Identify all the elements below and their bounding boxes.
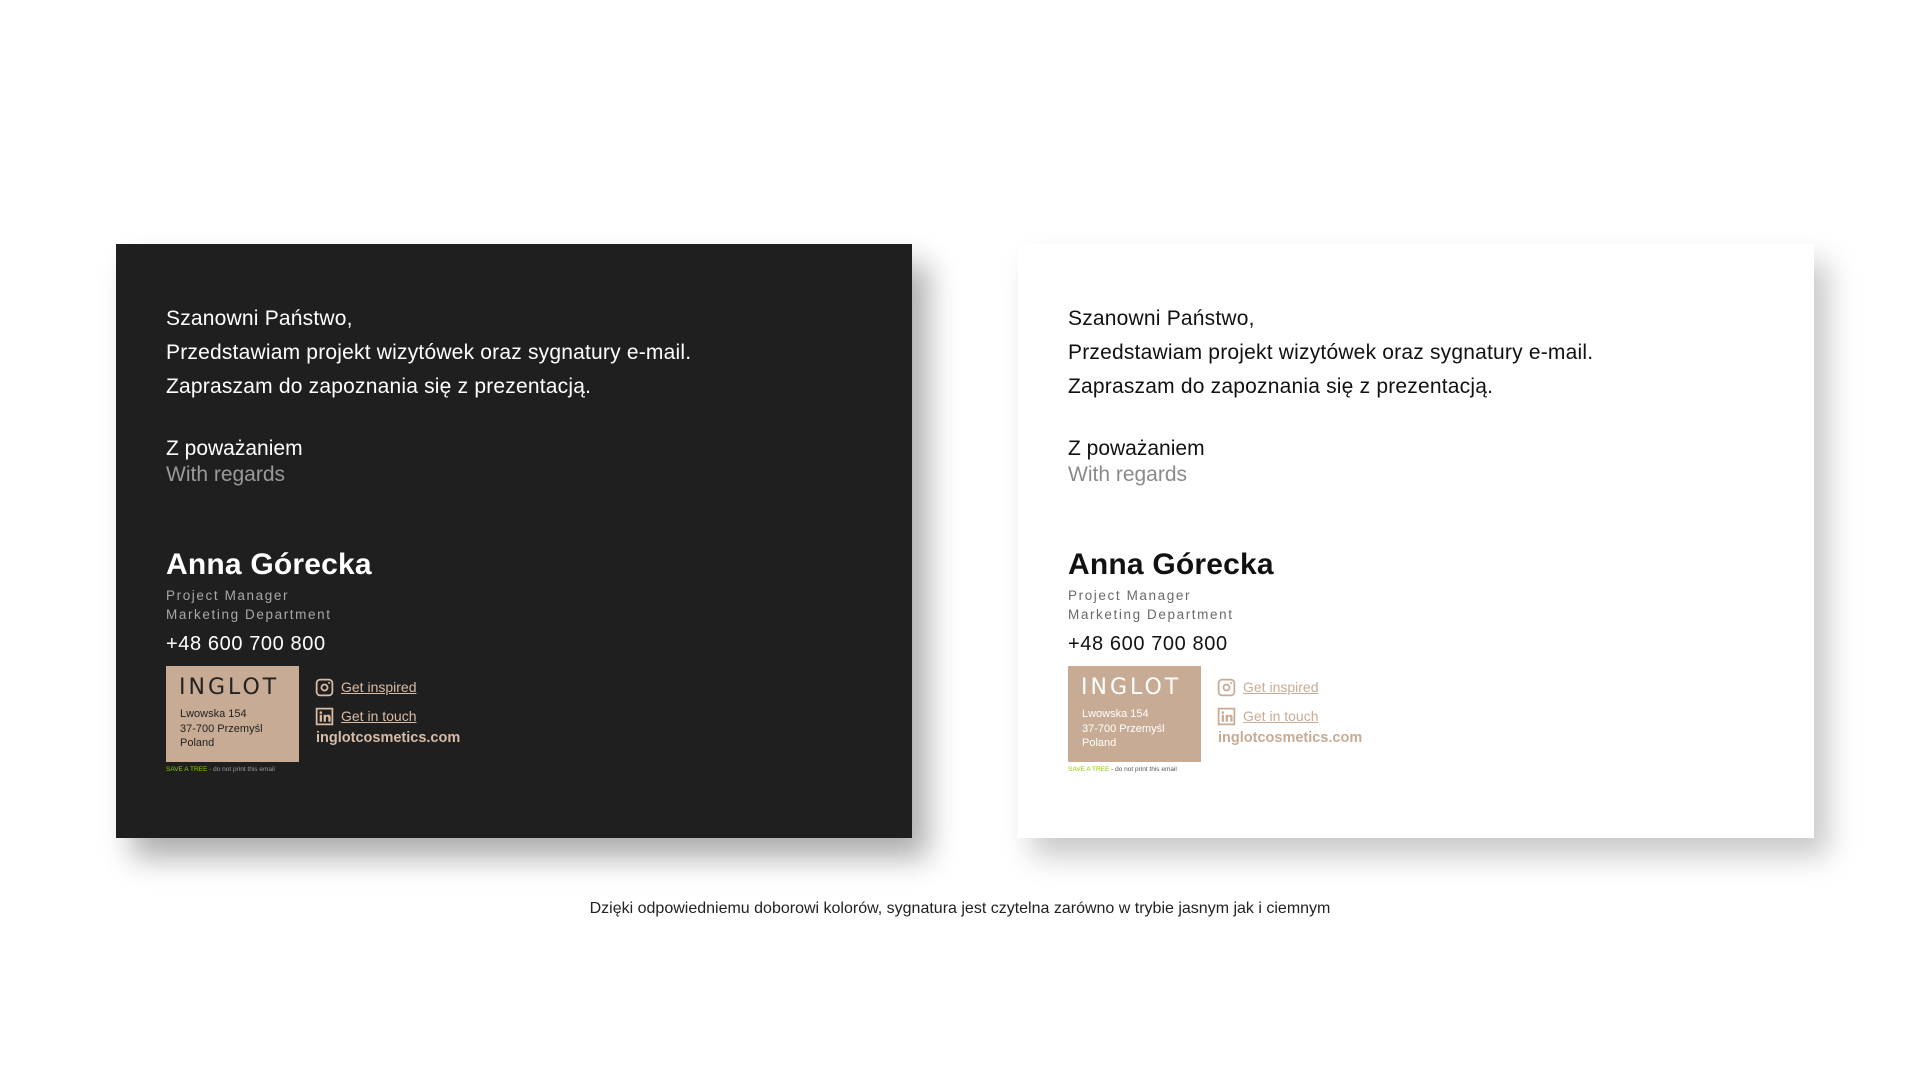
regards-english: With regards	[166, 463, 286, 486]
address-street: Lwowska 154	[180, 708, 247, 720]
brand-logo: INGLOT	[1081, 675, 1182, 700]
intro-text	[1068, 302, 1768, 404]
signature-content	[166, 302, 866, 778]
sender-role	[1068, 586, 1768, 624]
instagram-icon	[1216, 677, 1237, 698]
department: Marketing Department	[166, 607, 332, 622]
instagram-icon	[314, 677, 335, 698]
website-link[interactable]: inglotcosmetics.com	[316, 730, 461, 746]
signature-footer	[166, 666, 866, 778]
brand-logo: INGLOT	[179, 675, 280, 700]
address-country: Poland	[180, 737, 215, 749]
regards-block	[1068, 436, 1768, 488]
greeting: Szanowni Państwo,	[1068, 307, 1255, 330]
linkedin-link[interactable]	[1216, 705, 1362, 727]
linkedin-icon	[314, 706, 335, 727]
department: Marketing Department	[1068, 607, 1234, 622]
instagram-link-label[interactable]: Get inspired	[341, 679, 417, 695]
intro-line-1: Przedstawiam projekt wizytówek oraz sygnatury e-mail.	[166, 341, 692, 364]
linkedin-link[interactable]	[314, 705, 460, 727]
social-links	[1216, 676, 1362, 746]
brand-logo-box	[1068, 666, 1201, 762]
linkedin-link-label[interactable]: Get in touch	[1243, 708, 1319, 724]
intro-line-2: Zapraszam do zapoznania się z prezentacją.	[166, 375, 592, 398]
save-tree-note	[1068, 766, 1177, 773]
save-tree-text: - do not print this email	[207, 766, 275, 773]
save-tree-label: SAVE A TREE	[166, 766, 208, 773]
address	[1082, 707, 1165, 751]
save-tree-note	[166, 766, 275, 773]
website-link[interactable]: inglotcosmetics.com	[1218, 730, 1363, 746]
phone-number[interactable]: +48 600 700 800	[166, 633, 326, 655]
regards-polish: Z poważaniem	[1068, 437, 1205, 460]
sender-role	[166, 586, 866, 624]
intro-line-1: Przedstawiam projekt wizytówek oraz sygnatury e-mail.	[1068, 341, 1594, 364]
signature-footer	[1068, 666, 1768, 778]
job-title: Project Manager	[166, 588, 290, 603]
address-city: 37-700 Przemyśl	[1082, 722, 1165, 735]
brand-logo-box	[166, 666, 299, 762]
linkedin-link-label[interactable]: Get in touch	[341, 708, 417, 724]
greeting: Szanowni Państwo,	[166, 307, 353, 330]
save-tree-label: SAVE A TREE	[1068, 766, 1110, 773]
instagram-link[interactable]	[1216, 676, 1362, 698]
instagram-link-label[interactable]: Get inspired	[1243, 679, 1319, 695]
instagram-link[interactable]	[314, 676, 460, 698]
save-tree-text: - do not print this email	[1109, 766, 1177, 773]
regards-english: With regards	[1068, 463, 1188, 486]
caption: Dzięki odpowiedniemu doborowi kolorów, sygnatura jest czytelna zarówno w trybie jasnym jak i ciemnym	[589, 900, 1331, 917]
sender-name: Anna Górecka	[166, 548, 372, 581]
phone-number[interactable]: +48 600 700 800	[1068, 633, 1228, 655]
address-street: Lwowska 154	[1082, 708, 1149, 720]
job-title: Project Manager	[1068, 588, 1192, 603]
email-signature-dark	[116, 244, 912, 838]
sender-name: Anna Górecka	[1068, 548, 1274, 581]
address-country: Poland	[1082, 737, 1117, 749]
regards-block	[166, 436, 866, 488]
social-links	[314, 676, 460, 746]
intro-text	[166, 302, 866, 404]
email-signature-light	[1018, 244, 1814, 838]
address-city: 37-700 Przemyśl	[180, 722, 263, 735]
address	[180, 707, 263, 751]
regards-polish: Z poważaniem	[166, 437, 303, 460]
signature-content	[1068, 302, 1768, 778]
intro-line-2: Zapraszam do zapoznania się z prezentacją.	[1068, 375, 1494, 398]
linkedin-icon	[1216, 706, 1237, 727]
